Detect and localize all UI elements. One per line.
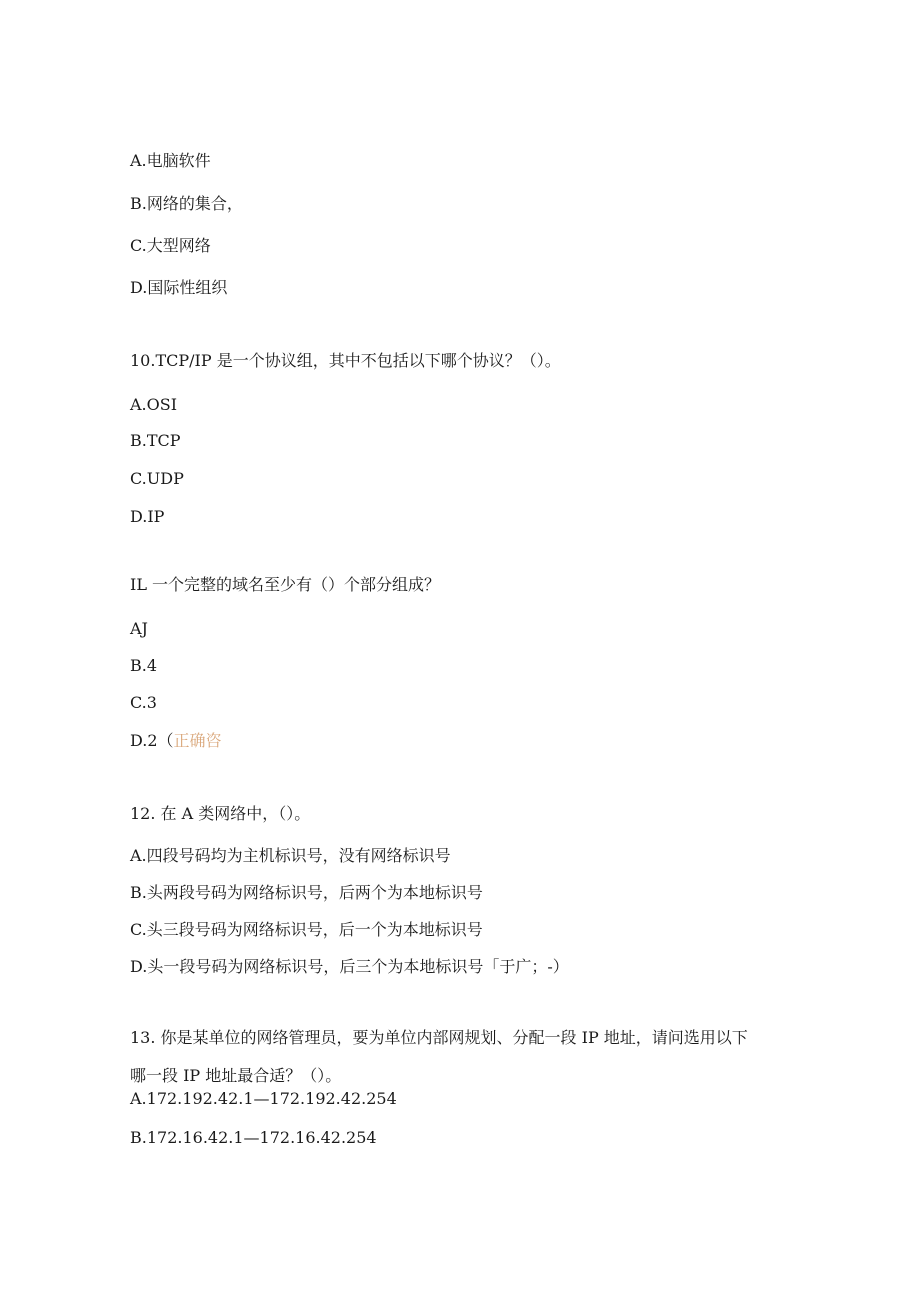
q12-option-d: D.头一段号码为网络标识号，后三个为本地标识号「于广；-） [130, 957, 569, 976]
q13-stem-line1: 13. 你是某单位的网络管理员，要为单位内部网规划、分配一段 IP 地址，请问选用以下 [130, 1028, 748, 1047]
q12-stem: 12. 在 A 类网络中，（）。 [130, 804, 311, 823]
q9-option-c: C.大型网络 [130, 236, 211, 255]
q10-option-c: C.UDP [130, 469, 184, 488]
q11-stem: IL 一个完整的域名至少有（）个部分组成？ [130, 575, 441, 594]
q9-option-a: A.电脑软件 [130, 151, 211, 170]
q10-option-a: A.OSI [130, 395, 178, 414]
q11-answer-hint: 正确咨 [173, 731, 222, 750]
q10-stem: 10.TCP/IP 是一个协议组，其中不包括以下哪个协议？（）。 [130, 351, 561, 370]
q11-option-d-text: D.2（ [130, 731, 174, 750]
q9-option-d: D.国际性组织 [130, 278, 228, 297]
q11-option-a: AJ [130, 619, 148, 638]
q11-option-b: B.4 [130, 656, 158, 675]
q13-option-b: B.172.16.42.1—172.16.42.254 [130, 1128, 377, 1147]
q10-option-b: B.TCP [130, 431, 181, 450]
q11-option-c: C.3 [130, 693, 157, 712]
q9-option-b: B.网络的集合， [130, 194, 243, 213]
q12-option-a: A.四段号码均为主机标识号，没有网络标识号 [130, 846, 451, 865]
q12-option-b: B.头两段号码为网络标识号，后两个为本地标识号 [130, 883, 483, 902]
q11-option-d [130, 730, 222, 752]
q13-stem-line2: 哪一段 IP 地址最合适？（）。 [130, 1066, 342, 1085]
q10-option-d: D.IP [130, 507, 165, 526]
q12-option-c: C.头三段号码为网络标识号，后一个为本地标识号 [130, 920, 483, 939]
q13-option-a: A.172.192.42.1—172.192.42.254 [130, 1089, 397, 1108]
